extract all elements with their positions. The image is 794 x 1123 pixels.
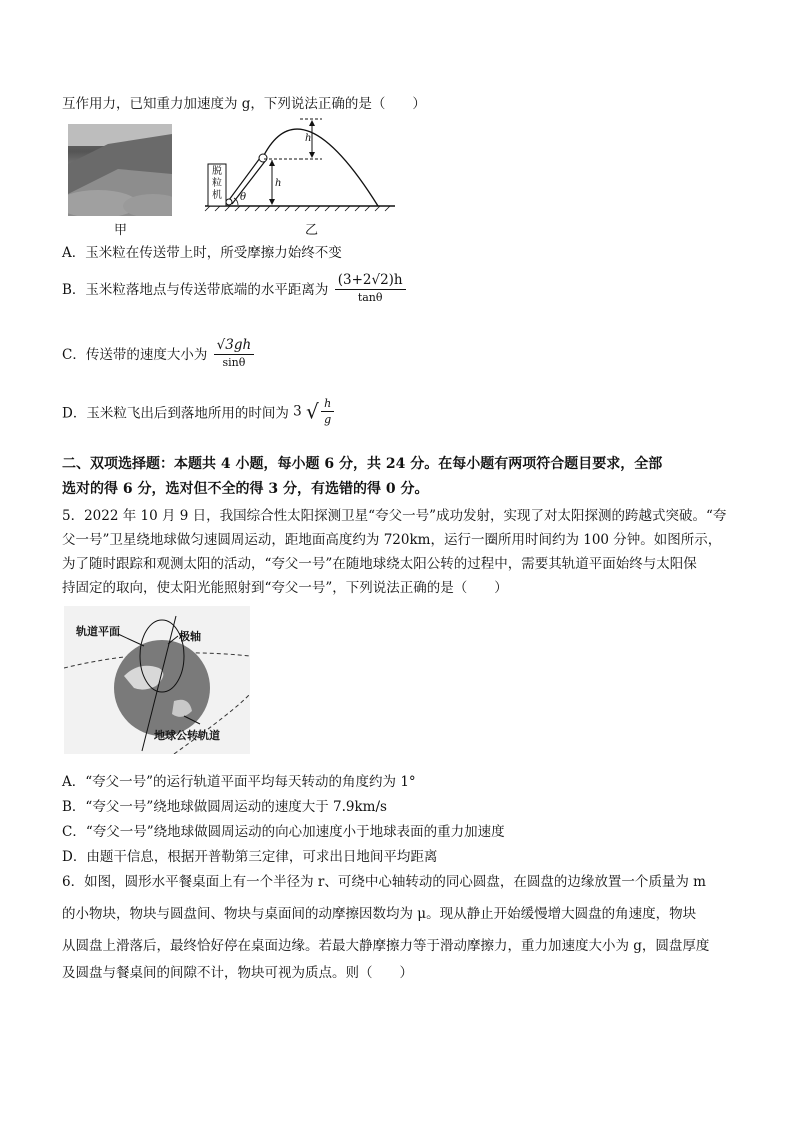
q6-line2: 的小物块，物块与圆盘间、物块与桌面间的动摩擦因数均为 μ。现从静止开始缓慢增大圆盘的角速度，物块 (62, 906, 697, 922)
section2-heading-line1: 二、双项选择题：本题共 4 小题，每小题 6 分，共 24 分。在每小题有两项符合题目要求，全部 (62, 456, 663, 472)
option-4d-numerator: h (321, 397, 334, 412)
option-4a: A．玉米粒在传送带上时，所受摩擦力始终不变 (62, 245, 342, 261)
option-4d (62, 397, 336, 426)
q6-line4: 及圆盘与餐桌间的间隙不计，物块可视为质点。则（ ） (62, 965, 413, 981)
corn-pile-photo-drawing (68, 124, 172, 216)
question4-stem-tail: 互作用力，已知重力加速度为 g，下列说法正确的是（ ） (62, 96, 426, 112)
q5-line4: 持固定的取向，使太阳光能照射到“夸父一号”，下列说法正确的是（ ） (62, 580, 508, 596)
orbit-plane-label: 轨道平面 (76, 625, 120, 638)
q5-line2: 父一号”卫星绕地球做匀速圆周运动，距地面高度约为 720km，运行一圈所用时间约为 100 分钟。如图所示， (62, 532, 722, 548)
option-4d-fraction (321, 397, 334, 426)
option-5d: D．由题干信息，根据开普勒第三定律，可求出日地间平均距离 (62, 849, 438, 865)
sqrt-icon: √ (306, 399, 319, 424)
q6-line3: 从圆盘上滑落后，最终恰好停在桌面边缘。若最大静摩擦力等于滑动摩擦力，重力加速度大小为 g，圆盘厚度 (62, 938, 710, 954)
polar-axis-label: 极轴 (179, 630, 201, 643)
trajectory-svg (200, 116, 400, 216)
option-4b-denominator: tanθ (357, 291, 383, 304)
q6-line1: 6．如图，圆形水平餐桌面上有一个半径为 r、可绕中心轴转动的同心圆盘，在圆盘的边缘放置一个质量为 m (62, 874, 706, 890)
option-5b: B．“夸父一号”绕地球做圆周运动的速度大于 7.9km/s (62, 799, 387, 815)
option-4b (62, 272, 408, 304)
option-4b-fraction (335, 272, 406, 304)
figure-caption-jia: 甲 (114, 223, 128, 238)
option-4c-numerator: √3gh (214, 337, 255, 355)
q5-line1: 5．2022 年 10 月 9 日，我国综合性太阳探测卫星“夸父一号”成功发射，实现了对太阳探测的跨越式突破。“夸 (62, 508, 727, 524)
option-5a: A．“夸父一号”的运行轨道平面平均每天转动的角度约为 1° (62, 774, 416, 790)
option-4c (62, 337, 256, 369)
figure-caption-yi: 乙 (305, 223, 319, 238)
option-4c-fraction (214, 337, 255, 369)
angle-theta-label: θ (240, 192, 247, 203)
option-5c: C．“夸父一号”绕地球做圆周运动的向心加速度小于地球表面的重力加速度 (62, 824, 505, 840)
option-4d-text: D．玉米粒飞出后到落地所用的时间为 (62, 405, 289, 422)
option-4d-coefficient: 3 (293, 403, 302, 420)
earth-orbit-label: 地球公转轨道 (154, 729, 220, 742)
option-4c-denominator: sinθ (222, 356, 246, 369)
option-4d-denominator: g (324, 413, 332, 426)
section2-heading-line2: 选对的得 6 分，选对但不全的得 3 分，有选错的得 0 分。 (62, 481, 429, 497)
thresher-label: 脱粒机 (212, 166, 222, 201)
conveyor-trajectory-diagram (200, 116, 400, 216)
height-label-lower: h (275, 178, 282, 189)
option-4b-numerator: (3+2√2)h (335, 272, 406, 290)
option-4b-text: B．玉米粒落地点与传送带底端的水平距离为 (62, 282, 329, 298)
option-4c-text: C．传送带的速度大小为 (62, 347, 208, 363)
q5-line3: 为了随时跟踪和观测太阳的活动，“夸父一号”在随地球绕太阳公转的过程中，需要其轨道平面始终与太阳保 (62, 556, 697, 572)
height-label-upper: h (305, 133, 312, 144)
earth-orbit-figure (64, 606, 250, 754)
corn-pile-photo (68, 124, 172, 216)
